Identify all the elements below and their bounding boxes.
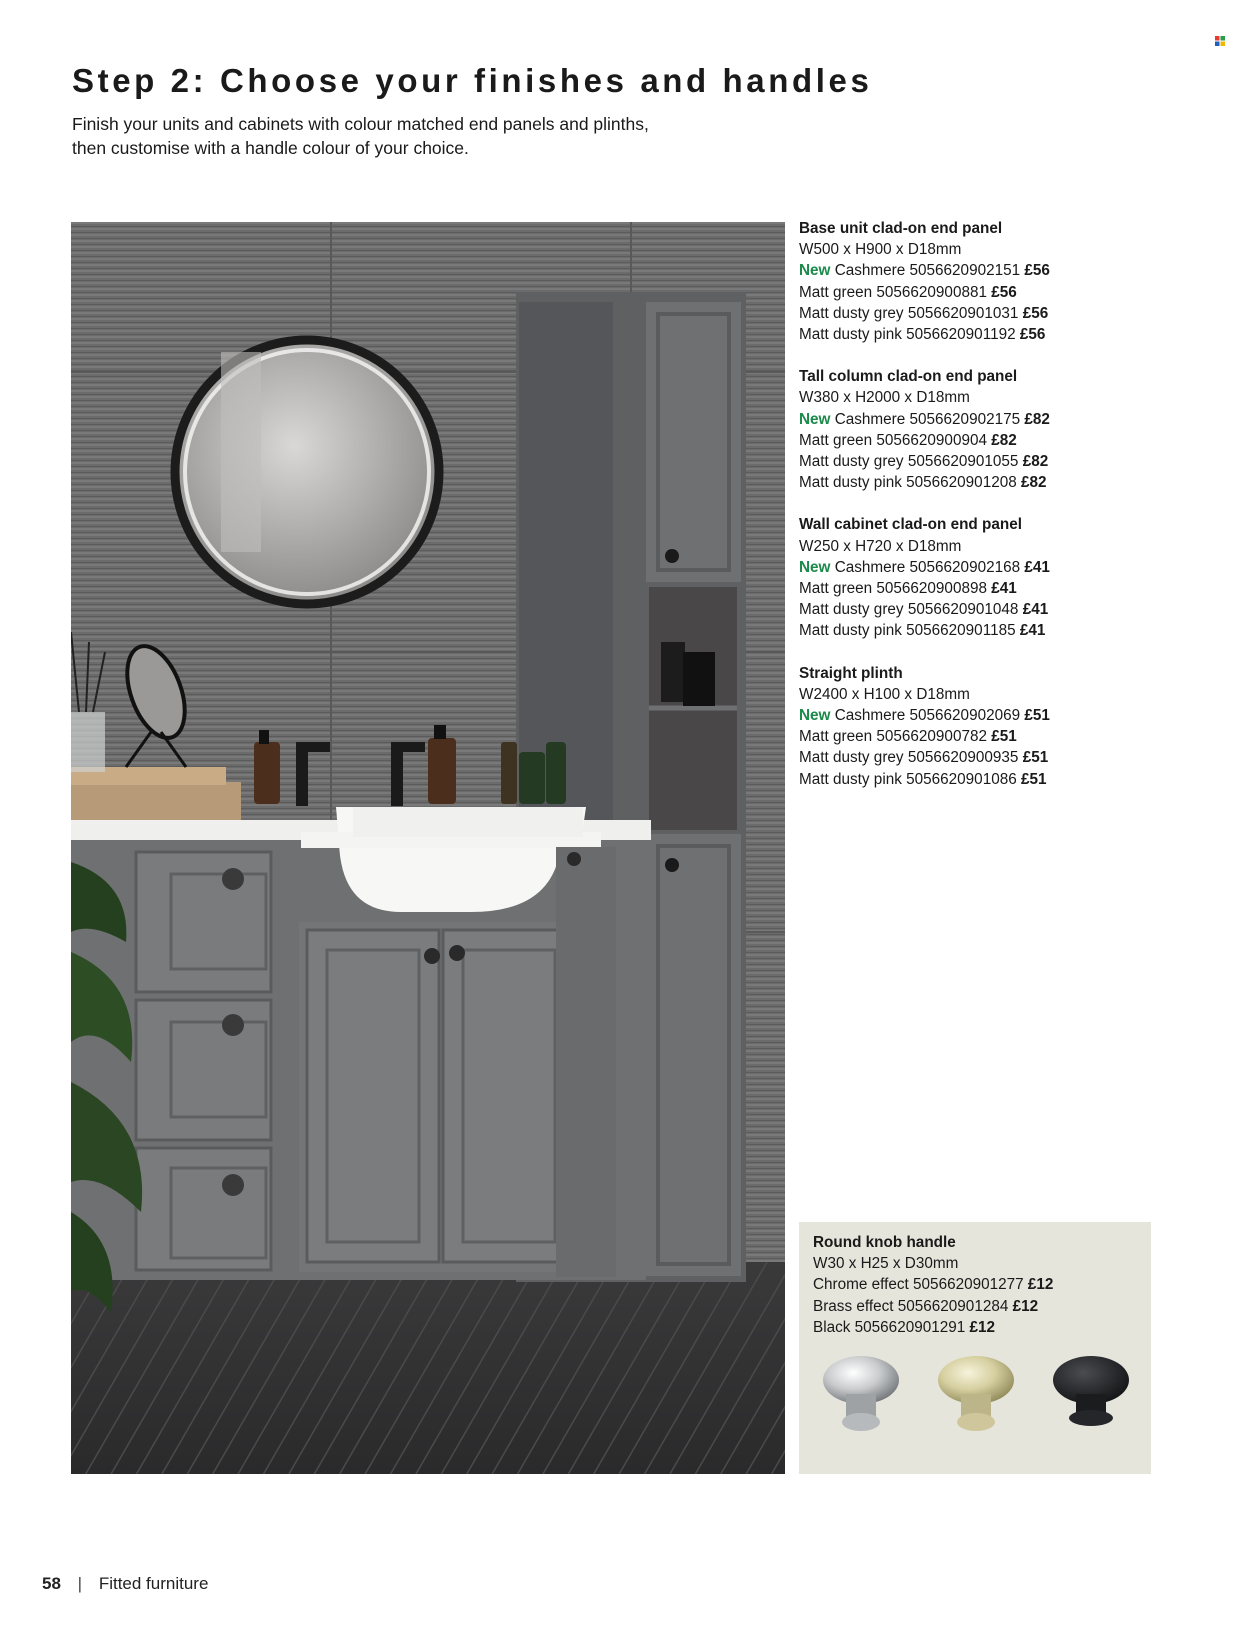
- section-name: Fitted furniture: [98, 1574, 209, 1593]
- item-code: 5056620901192: [906, 326, 1016, 344]
- item-price: £12: [1027, 1276, 1054, 1294]
- item-code: 5056620901048: [907, 601, 1019, 619]
- spec-group-wall-cabinet: [799, 514, 1219, 641]
- item-name: Cashmere: [834, 707, 906, 725]
- item-code: 5056620900881: [876, 283, 987, 301]
- brand-logo-icon: [1215, 33, 1225, 51]
- spec-group-base-unit: [799, 218, 1219, 345]
- spec-title: Tall column clad-on end panel: [799, 368, 1018, 386]
- item-code: 5056620901208: [906, 474, 1017, 492]
- item-price: £51: [1022, 749, 1049, 767]
- item-price: £41: [1024, 558, 1050, 576]
- spec-item: [799, 599, 1219, 620]
- item-code: 5056620901284: [897, 1297, 1009, 1315]
- spec-item: [799, 769, 1219, 790]
- item-price: £41: [991, 580, 1017, 598]
- item-name: Matt dusty grey: [799, 453, 904, 471]
- spec-item: [799, 620, 1219, 641]
- spec-item: [799, 472, 1219, 493]
- spec-item: [799, 726, 1219, 747]
- item-name: Matt green: [799, 728, 873, 746]
- item-name: Matt dusty pink: [799, 326, 902, 344]
- intro-line-1: Finish your units and cabinets with colour matched end panels and plinths,: [72, 114, 649, 134]
- item-price: £82: [991, 431, 1017, 449]
- intro-line-2: then customise with a handle colour of your choice.: [72, 138, 469, 158]
- black-knob-icon: [1053, 1356, 1129, 1426]
- item-code: 5056620902175: [909, 410, 1021, 428]
- spec-dimensions: W2400 x H100 x D18mm: [799, 685, 970, 703]
- page-number: 58: [42, 1574, 61, 1593]
- new-badge: New: [799, 558, 831, 576]
- item-name: Cashmere: [834, 410, 906, 428]
- item-code: 5056620901031: [907, 304, 1019, 322]
- knob-item: [813, 1296, 1053, 1317]
- knob-spec: [813, 1232, 1053, 1338]
- item-name: Matt dusty grey: [799, 601, 904, 619]
- item-code: 5056620902069: [909, 707, 1021, 725]
- item-name: Cashmere: [834, 558, 906, 576]
- item-price: £51: [1024, 707, 1050, 725]
- item-code: 5056620900782: [876, 728, 987, 746]
- item-price: £41: [1019, 622, 1046, 640]
- item-name: Matt green: [799, 283, 873, 301]
- knob-dimensions: W30 x H25 x D30mm: [813, 1255, 959, 1273]
- item-price: £51: [1020, 770, 1047, 788]
- item-name: Brass effect: [813, 1297, 894, 1315]
- item-price: £82: [1024, 410, 1050, 428]
- item-price: £56: [1019, 326, 1046, 344]
- footer-separator: |: [77, 1574, 83, 1593]
- item-price: £82: [1020, 474, 1047, 492]
- item-name: Cashmere: [834, 262, 906, 280]
- spec-title: Base unit clad-on end panel: [799, 220, 1003, 237]
- item-name: Matt dusty grey: [799, 749, 904, 767]
- spec-list: [799, 218, 1219, 811]
- item-price: £12: [1012, 1297, 1039, 1315]
- chrome-knob-icon: [823, 1356, 899, 1431]
- new-badge: New: [799, 410, 831, 428]
- new-badge: New: [799, 707, 831, 725]
- spec-item: [799, 282, 1219, 303]
- item-price: £56: [1022, 304, 1049, 322]
- brass-knob-icon: [938, 1356, 1014, 1431]
- item-name: Matt green: [799, 580, 873, 598]
- spec-item: [799, 260, 1219, 281]
- item-code: 5056620900904: [876, 431, 987, 449]
- spec-item: [799, 430, 1219, 451]
- spec-item: [799, 557, 1219, 578]
- item-code: 5056620901277: [913, 1276, 1024, 1294]
- item-name: Matt green: [799, 431, 873, 449]
- item-price: £51: [991, 728, 1017, 746]
- page-footer: [42, 1574, 208, 1594]
- page-title: Step 2: Choose your finishes and handles: [72, 62, 873, 99]
- knob-item: [813, 1317, 1053, 1338]
- spec-item: [799, 747, 1219, 768]
- knob-images: [799, 1342, 1151, 1474]
- spec-title: Straight plinth: [799, 664, 903, 682]
- item-price: £41: [1022, 601, 1049, 619]
- item-code: 5056620900935: [907, 749, 1019, 767]
- item-code: 5056620901086: [906, 770, 1017, 788]
- item-code: 5056620902168: [909, 558, 1021, 576]
- item-name: Matt dusty grey: [799, 304, 904, 322]
- item-code: 5056620900898: [876, 580, 987, 598]
- spec-title: Wall cabinet clad-on end panel: [799, 516, 1022, 534]
- item-price: £56: [1024, 262, 1050, 280]
- spec-dimensions: W380 x H2000 x D18mm: [799, 389, 970, 407]
- spec-dimensions: W250 x H720 x D18mm: [799, 537, 962, 555]
- item-name: Matt dusty pink: [799, 622, 902, 640]
- knob-title: Round knob handle: [813, 1234, 956, 1251]
- spec-item: [799, 303, 1219, 324]
- item-name: Black: [813, 1318, 851, 1336]
- spec-item: [799, 451, 1219, 472]
- bathroom-photo: [71, 222, 785, 1474]
- item-price: £56: [991, 283, 1017, 301]
- spec-group-tall-column: [799, 366, 1219, 493]
- intro-text: [72, 112, 772, 160]
- item-code: 5056620901055: [907, 453, 1019, 471]
- item-price: £82: [1022, 453, 1049, 471]
- item-price: £12: [969, 1318, 996, 1336]
- knob-handle-panel: [799, 1222, 1151, 1474]
- spec-group-straight-plinth: [799, 663, 1219, 790]
- item-code: 5056620902151: [909, 262, 1021, 280]
- spec-item: [799, 324, 1219, 345]
- spec-dimensions: W500 x H900 x D18mm: [799, 241, 962, 259]
- item-name: Matt dusty pink: [799, 474, 902, 492]
- new-badge: New: [799, 262, 831, 280]
- spec-item: [799, 409, 1219, 430]
- knob-item: [813, 1274, 1053, 1295]
- item-name: Chrome effect: [813, 1276, 909, 1294]
- item-code: 5056620901185: [906, 622, 1016, 640]
- spec-item: [799, 705, 1219, 726]
- spec-item: [799, 578, 1219, 599]
- item-code: 5056620901291: [854, 1318, 966, 1336]
- item-name: Matt dusty pink: [799, 770, 902, 788]
